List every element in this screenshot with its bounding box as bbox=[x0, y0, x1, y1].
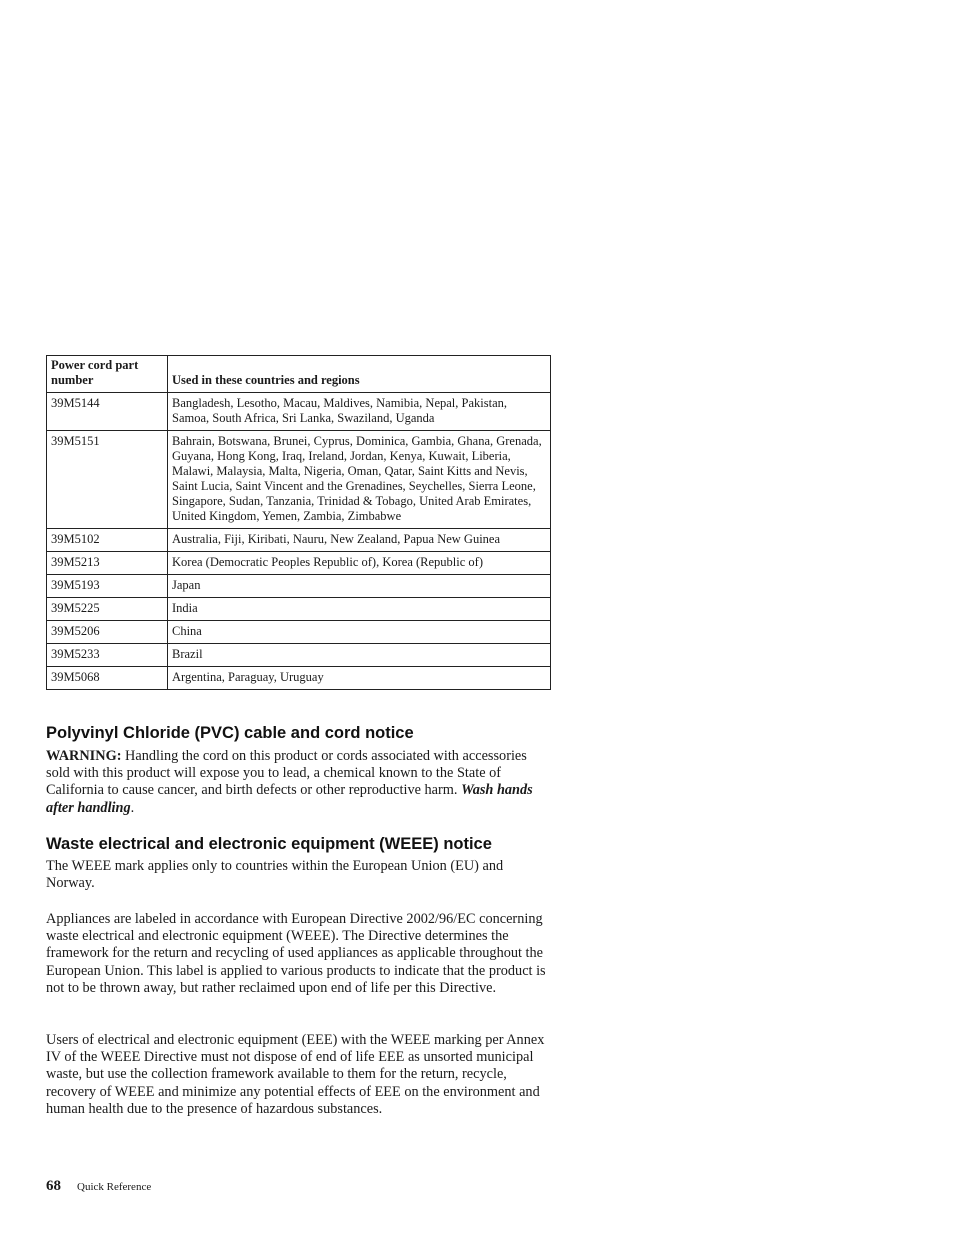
warning-text: Handling the cord on this product or cords associated with accessories sold with this product will expose you to lead, a chemical known to the State of California to cause cancer, and birth defects or other reproductive harm. bbox=[46, 748, 527, 799]
table-header-row bbox=[47, 356, 551, 393]
power-cord-table bbox=[46, 355, 551, 690]
pvc-notice-heading: Polyvinyl Chloride (PVC) cable and cord notice bbox=[46, 724, 414, 742]
table-row bbox=[47, 621, 551, 644]
countries-cell: Argentina, Paraguay, Uruguay bbox=[168, 667, 551, 690]
warning-label: WARNING: bbox=[46, 748, 122, 764]
part-number-cell: 39M5193 bbox=[47, 575, 168, 598]
weee-paragraph-2: Appliances are labeled in accordance with European Directive 2002/96/EC concerning waste electrical and electronic equipment (WEEE). The Directive determines the framework for the return and recycling of used appliances as applicable throughout the European Union. This label is applied to various products to indicate that the product is not to be thrown away, but rather reclaimed upon end of life per this Directive. bbox=[46, 911, 546, 996]
part-number-cell: 39M5225 bbox=[47, 598, 168, 621]
table-row bbox=[47, 598, 551, 621]
part-number-cell: 39M5233 bbox=[47, 644, 168, 667]
warning-emphasis: Wash hands after handling bbox=[46, 782, 533, 816]
part-number-cell: 39M5213 bbox=[47, 552, 168, 575]
weee-paragraph-3: Users of electrical and electronic equipment (EEE) with the WEEE marking per Annex IV of the WEEE Directive must not dispose of end of life EEE as unsorted municipal waste, but use the collection framework available to them for the return, recycle, recovery of WEEE and minimize any potential effects of EEE on the environment and human health due to the presence of hazardous substances. bbox=[46, 1032, 545, 1117]
page-number: 68 bbox=[46, 1178, 61, 1194]
table-row bbox=[47, 431, 551, 529]
book-title: Quick Reference bbox=[77, 1181, 152, 1193]
table-row bbox=[47, 552, 551, 575]
part-number-cell: 39M5102 bbox=[47, 529, 168, 552]
countries-cell: Australia, Fiji, Kiribati, Nauru, New Zealand, Papua New Guinea bbox=[168, 529, 551, 552]
table-row bbox=[47, 667, 551, 690]
countries-cell: Japan bbox=[168, 575, 551, 598]
table-row bbox=[47, 529, 551, 552]
countries-cell: China bbox=[168, 621, 551, 644]
countries-cell: Korea (Democratic Peoples Republic of), Korea (Republic of) bbox=[168, 552, 551, 575]
table-row bbox=[47, 644, 551, 667]
part-number-cell: 39M5206 bbox=[47, 621, 168, 644]
header-countries: Used in these countries and regions bbox=[168, 356, 551, 393]
page-footer bbox=[46, 1178, 151, 1195]
weee-paragraph-1: The WEEE mark applies only to countries within the European Union (EU) and Norway. bbox=[46, 858, 504, 892]
countries-cell: India bbox=[168, 598, 551, 621]
countries-cell: Bahrain, Botswana, Brunei, Cyprus, Dominica, Gambia, Ghana, Grenada, Guyana, Hong Kong, Iraq, Ireland, Jordan, Kenya, Kuwait, Liberia, Malawi, Malaysia, Malta, Nigeria, Oman, Qatar, Saint Kitts and Nevis, Saint Lucia, Saint Vincent and the Grenadines, Seychelles, Sierra Leone, Singapore, Sudan, Tanzania, Trinidad & Tobago, United Arab Emirates, United Kingdom, Yemen, Zambia, Zimbabwe bbox=[168, 431, 551, 529]
countries-cell: Bangladesh, Lesotho, Macau, Maldives, Namibia, Nepal, Pakistan, Samoa, South Africa, Sri Lanka, Swaziland, Uganda bbox=[168, 393, 551, 431]
countries-cell: Brazil bbox=[168, 644, 551, 667]
part-number-cell: 39M5151 bbox=[47, 431, 168, 529]
part-number-cell: 39M5068 bbox=[47, 667, 168, 690]
part-number-cell: 39M5144 bbox=[47, 393, 168, 431]
table-row bbox=[47, 393, 551, 431]
weee-notice-heading: Waste electrical and electronic equipment (WEEE) notice bbox=[46, 835, 492, 853]
table-row bbox=[47, 575, 551, 598]
header-part-number: Power cord part number bbox=[47, 356, 168, 393]
warning-end: . bbox=[130, 799, 135, 816]
pvc-warning-paragraph bbox=[46, 748, 551, 817]
